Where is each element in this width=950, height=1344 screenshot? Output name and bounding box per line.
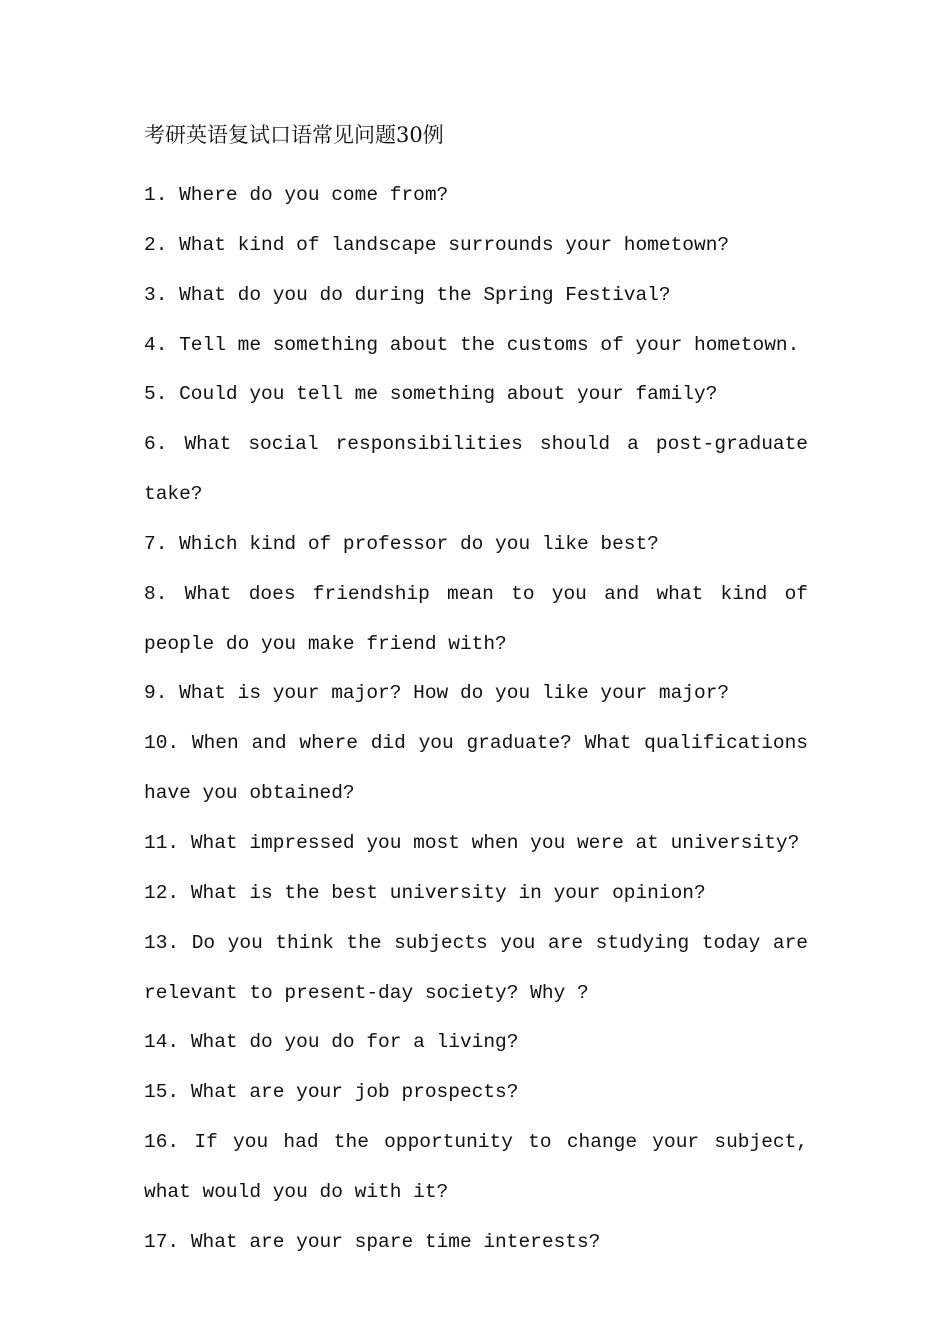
question-item: 1. Where do you come from? xyxy=(144,184,449,206)
question-item: 7. Which kind of professor do you like best? xyxy=(144,532,659,555)
question-item: 16. If you had the opportunity to change your subject, what would you do with it? xyxy=(144,1131,808,1203)
question-item: 3. What do you do during the Spring Festival? xyxy=(144,283,671,306)
question-item: 9. What is your major? How do you like your major? xyxy=(144,682,730,705)
question-item: 5. Could you tell me something about your family? xyxy=(144,383,718,406)
question-item: 2. What kind of landscape surrounds your hometown? xyxy=(144,233,730,256)
question-list xyxy=(144,171,808,1268)
question-item: 12. What is the best university in your opinion? xyxy=(144,881,706,904)
question-item: 6. What social responsibilities should a post-graduate take? xyxy=(144,433,808,506)
question-item: 15. What are your job prospects? xyxy=(144,1081,519,1104)
question-item: 13. Do you think the subjects you are studying today are relevant to present-day society? Why ? xyxy=(144,931,809,1004)
document-title: 考研英语复试口语常见问题30例 xyxy=(144,123,444,147)
question-item: 11. What impressed you most when you were at university? xyxy=(144,831,800,854)
question-item: 10. When and where did you graduate? What qualifications have you obtained? xyxy=(144,732,809,805)
question-item: 14. What do you do for a living? xyxy=(144,1031,519,1054)
question-item: 8. What does friendship mean to you and what kind of people do you make friend with? xyxy=(144,582,809,655)
question-item: 4. Tell me something about the customs of your hometown. xyxy=(144,333,800,356)
question-item: 17. What are your spare time interests? xyxy=(144,1230,601,1253)
